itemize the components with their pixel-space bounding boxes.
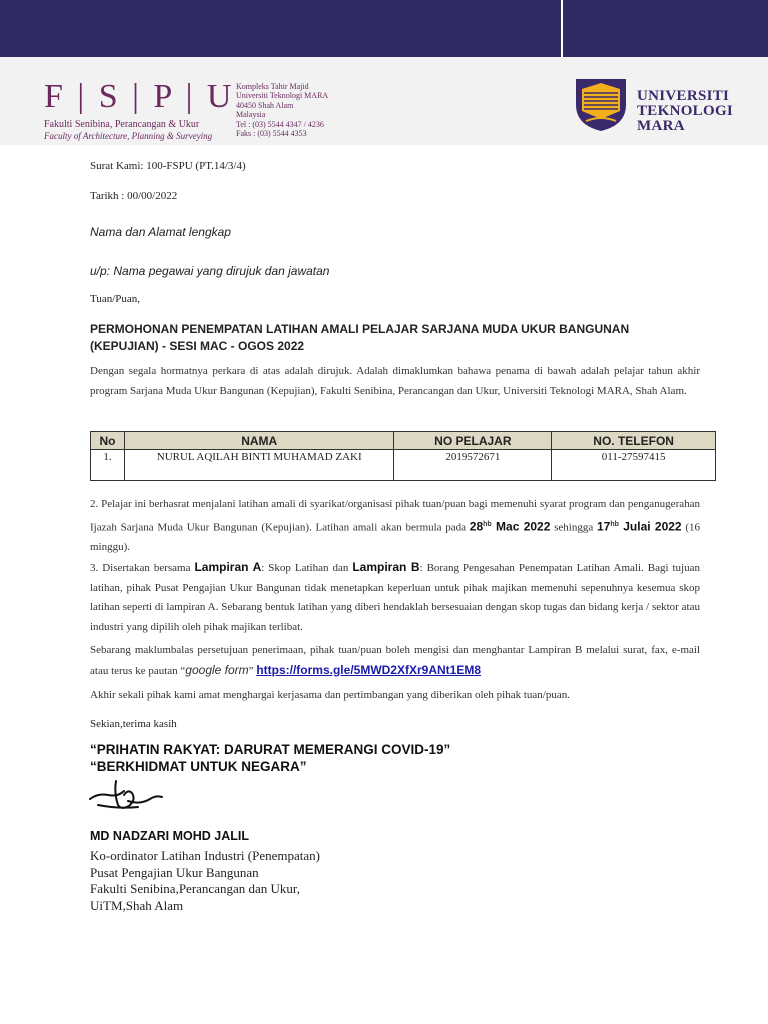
paragraph-2 bbox=[90, 495, 700, 557]
motto bbox=[90, 741, 450, 775]
university-name-line: MARA bbox=[637, 118, 685, 134]
start-month: Mac 2022 bbox=[491, 519, 551, 534]
address-line: Tel : (03) 5544 4347 / 4236 bbox=[236, 119, 324, 129]
cell-no-pelajar: 2019572671 bbox=[394, 450, 552, 481]
para4-text: Sebarang maklumbalas persetujuan penerimaan, pihak tuan/puan boleh mengisi dan menghantar Lampiran B melalui surat, fax, e-mail atau terus ke pautan “ bbox=[90, 644, 700, 677]
start-day: 28 bbox=[469, 519, 484, 534]
column-header: NAMA bbox=[124, 432, 394, 450]
faculty-address bbox=[236, 82, 328, 138]
column-header: NO PELAJAR bbox=[394, 432, 552, 450]
attention-line: u/p: Nama pegawai yang dirujuk dan jawatan bbox=[90, 264, 330, 278]
university-name-line: UNIVERSITI bbox=[637, 88, 730, 104]
google-form-label: google form bbox=[185, 662, 249, 677]
address-line: Malaysia bbox=[236, 110, 266, 120]
para2-text: 2. Pelajar ini berhasrat menjalani latihan amali di syarikat/organisasi pihak tuan/puan bagi memenuhi syarat program dan penganugerahan Ijazah Sarjana Muda Ukur Bangunan (Kepujian). Latihan amali akan bermula pada bbox=[90, 498, 700, 534]
paragraph-4 bbox=[90, 641, 700, 681]
para2-duration: (16 minggu). bbox=[90, 521, 700, 553]
salutation: Tuan/Puan, bbox=[90, 293, 141, 305]
faculty-name-english: Faculty of Architecture, Planning & Surveying bbox=[44, 131, 213, 141]
motto-line: “BERKHIDMAT UNTUK NEGARA” bbox=[90, 759, 307, 774]
lampiran-a: Lampiran A bbox=[194, 560, 262, 574]
fspu-logo: F | S | P | U bbox=[44, 78, 235, 115]
motto-line: “PRIHATIN RAKYAT: DARURAT MEMERANGI COVID-19” bbox=[90, 742, 451, 757]
university-name-line: TEKNOLOGI bbox=[637, 103, 734, 119]
table-row bbox=[91, 450, 716, 481]
top-banner bbox=[0, 0, 768, 57]
google-form-link[interactable]: https://forms.gle/5MWD2XfXr9ANt1EM8 bbox=[256, 662, 482, 677]
signer-location: UiTM,Shah Alam bbox=[90, 897, 184, 913]
start-day-suffix: hb bbox=[483, 520, 492, 528]
cell-telefon: 011-27597415 bbox=[552, 450, 716, 481]
para3-prefix: 3. Disertakan bersama bbox=[90, 562, 195, 574]
end-month: Julai 2022 bbox=[618, 519, 682, 534]
uitm-crest-icon bbox=[572, 75, 630, 133]
address-line: Faks : (03) 5544 4353 bbox=[236, 129, 307, 139]
cell-no: 1. bbox=[91, 450, 125, 481]
para3-mid: : Skop Latihan dan bbox=[261, 562, 353, 574]
lampiran-b: Lampiran B bbox=[352, 560, 420, 574]
closing-line: Sekian,terima kasih bbox=[90, 718, 177, 730]
banner-divider bbox=[561, 0, 563, 57]
address-line: Universiti Teknologi MARA bbox=[236, 91, 329, 101]
address-line: Kompleks Tahir Majid bbox=[236, 82, 309, 91]
para4-quote: ” bbox=[248, 664, 257, 677]
signer-details bbox=[90, 848, 320, 914]
signature bbox=[88, 775, 164, 815]
recipient-address: Nama dan Alamat lengkap bbox=[90, 225, 231, 239]
reference-number: Surat Kami: 100-FSPU (PT.14/3/4) bbox=[90, 160, 246, 172]
university-name bbox=[637, 89, 733, 134]
student-table bbox=[90, 431, 716, 481]
signer-faculty: Fakulti Senibina,Perancangan dan Ukur, bbox=[90, 881, 300, 896]
end-day-suffix: hb bbox=[610, 520, 619, 528]
cell-nama: NURUL AQILAH BINTI MUHAMAD ZAKI bbox=[124, 450, 394, 481]
para3-rest: : Borang Pengesahan Penempatan Latihan Amali. Bagi tujuan latihan, pihak Pusat Pengajian Ukur Bangunan tidak menetapkan keperluan untuk pihak majikan memenuhi sepenuhnya kesemua skop latihan seperti di lampiran A. Sebarang bentuk latihan yang diberi hendaklah bersesuaian dengan skop tugas dan bidang kerja / sektor atau industri yang dipilih oleh pihak majikan terlibat. bbox=[90, 562, 700, 633]
paragraph-3 bbox=[90, 558, 700, 637]
end-day: 17 bbox=[596, 519, 611, 534]
signer-title: Ko-ordinator Latihan Industri (Penempatan) bbox=[90, 848, 320, 863]
address-line: 40450 Shah Alam bbox=[236, 100, 294, 110]
column-header: No bbox=[91, 432, 125, 450]
letter-date: Tarikh : 00/00/2022 bbox=[90, 190, 178, 202]
paragraph-intro: Dengan segala hormatnya perkara di atas adalah dirujuk. Adalah dimaklumkan bahawa penama di bawah adalah pelajar tahun akhir program Sarjana Muda Ukur Bangunan (Kepujian), Fakulti Senibina, Perancangan dan Ukur, Universiti Teknologi MARA, Shah Alam. bbox=[90, 365, 700, 397]
paragraph-5: Akhir sekali pihak kami amat menghargai kerjasama dan pertimbangan yang diberikan oleh pihak tuan/puan. bbox=[90, 689, 570, 701]
letter-subject: PERMOHONAN PENEMPATAN LATIHAN AMALI PELAJAR SARJANA MUDA UKUR BANGUNAN (KEPUJIAN) - SESI MAC - OGOS 2022 bbox=[90, 322, 630, 353]
signer-name: MD NADZARI MOHD JALIL bbox=[90, 829, 250, 843]
table-header-row bbox=[91, 432, 716, 450]
letterhead bbox=[0, 57, 768, 145]
signer-department: Pusat Pengajian Ukur Bangunan bbox=[90, 864, 259, 880]
column-header: NO. TELEFON bbox=[552, 432, 716, 450]
faculty-name-malay: Fakulti Senibina, Perancangan & Ukur bbox=[44, 119, 200, 130]
para2-middle: sehingga bbox=[550, 521, 597, 534]
